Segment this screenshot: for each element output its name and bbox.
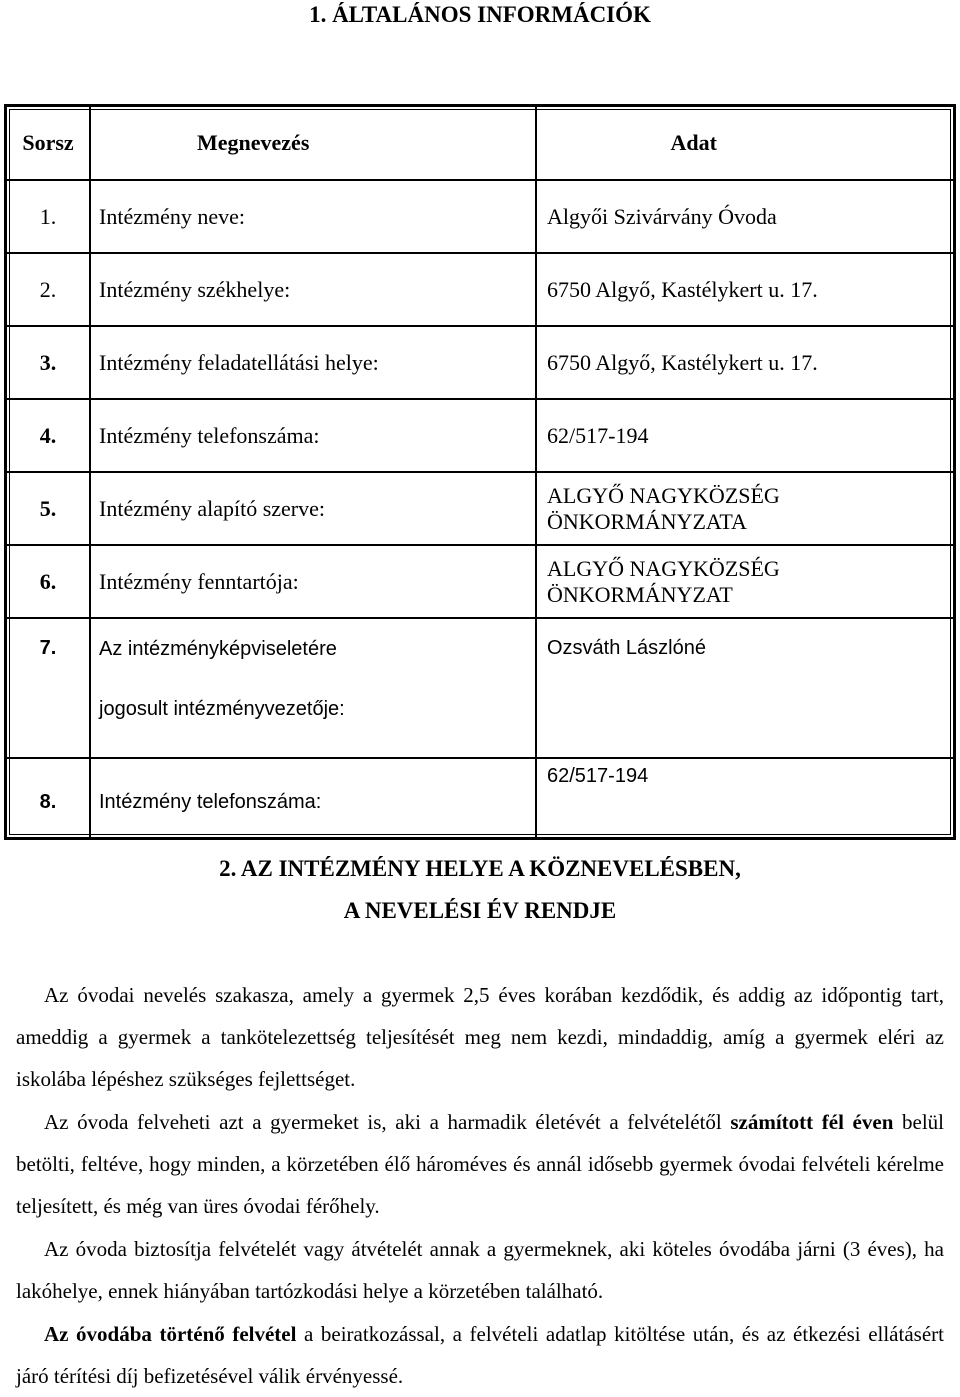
section-2-title-line-2: A NEVELÉSI ÉV RENDJE [343,898,617,923]
header-adat: Adat [536,106,954,180]
paragraph-4-text: a beiratkozással, a felvételi adatlap kitöltése után, és az étkezési ellátásért járó térítési díj befizetésével válik érvényessé. [16,1322,944,1388]
row-value: Algyői Szivárvány Óvoda [536,180,954,253]
paragraph-2-text-a: Az óvoda felveheti azt a gyermeket is, aki a harmadik életévét a felvételétől [44,1110,731,1134]
row-value: ALGYŐ NAGYKÖZSÉG ÖNKORMÁNYZATA [536,472,954,545]
row-label: Intézmény fenntartója: [90,545,536,618]
paragraph-2-text-b: belül betölti, feltéve, hogy minden, a körzetében élő hároméves és annál idősebb gyermek óvodai felvételi kérelme teljesített, és még van üres óvodai férőhely. [16,1110,944,1218]
row-number: 5. [6,472,90,545]
paragraph-2-bold: számított fél éven [730,1110,894,1134]
table-row [6,472,954,545]
row-label: Intézmény telefonszáma: [90,399,536,472]
table-row [6,399,954,472]
paragraph-2 [16,1101,944,1227]
row-label: Intézmény feladatellátási helye: [90,326,536,399]
paragraph-1 [16,974,944,1100]
row-number: 2. [6,253,90,326]
paragraph-3-text: Az óvoda biztosítja felvételét vagy átvételét annak a gyermeknek, aki köteles óvodába járni (3 éves), ha lakóhelye, ennek hiányában tartózkodási helye a körzetében található. [16,1237,944,1303]
row-label: Intézmény alapító szerve: [90,472,536,545]
row-value: 62/517-194 [536,399,954,472]
header-sorsz: Sorsz [6,106,90,180]
row-number: 7. [6,618,90,758]
table-row [6,253,954,326]
row-label-line-2: jogosult intézményvezetője: [99,698,345,720]
row-number: 8. [6,758,90,838]
table-row [6,618,954,758]
row-label [90,618,536,758]
row-label-line-1: Az intézményképviseletére [99,638,337,660]
paragraph-3 [16,1228,944,1312]
table-row [6,758,954,838]
row-value: Ozsváth Lászlóné [536,618,954,758]
row-number: 3. [6,326,90,399]
row-value: 6750 Algyő, Kastélykert u. 17. [536,253,954,326]
row-number: 1. [6,180,90,253]
row-value: 6750 Algyő, Kastélykert u. 17. [536,326,954,399]
row-value: ALGYŐ NAGYKÖZSÉG ÖNKORMÁNYZAT [536,545,954,618]
paragraph-1-text: Az óvodai nevelés szakasza, amely a gyermek 2,5 éves korában kezdődik, és addig az időpontig tart, ameddig a gyermek a tankötelezettség teljesítését meg nem kezdi, mindaddig, amíg a gyermek eléri az iskolába lépéshez szükséges fejlettséget. [16,983,944,1091]
header-megnevezes: Megnevezés [90,106,536,180]
table-row [6,545,954,618]
row-label: Intézmény neve: [90,180,536,253]
row-label: Intézmény székhelye: [90,253,536,326]
row-number: 6. [6,545,90,618]
row-value: 62/517-194 [536,758,954,838]
paragraph-4-bold: Az óvodába történő felvétel [44,1322,297,1346]
table-row [6,180,954,253]
general-info-table [4,104,956,840]
paragraph-4 [16,1313,944,1397]
table-header-row [6,106,954,180]
table-row [6,326,954,399]
row-number: 4. [6,399,90,472]
section-1-title: 1. ÁLTALÁNOS INFORMÁCIÓK [309,2,651,27]
row-label: Intézmény telefonszáma: [90,758,536,838]
section-2-title-line-1: 2. AZ INTÉZMÉNY HELYE A KÖZNEVELÉSBEN, [219,856,741,881]
